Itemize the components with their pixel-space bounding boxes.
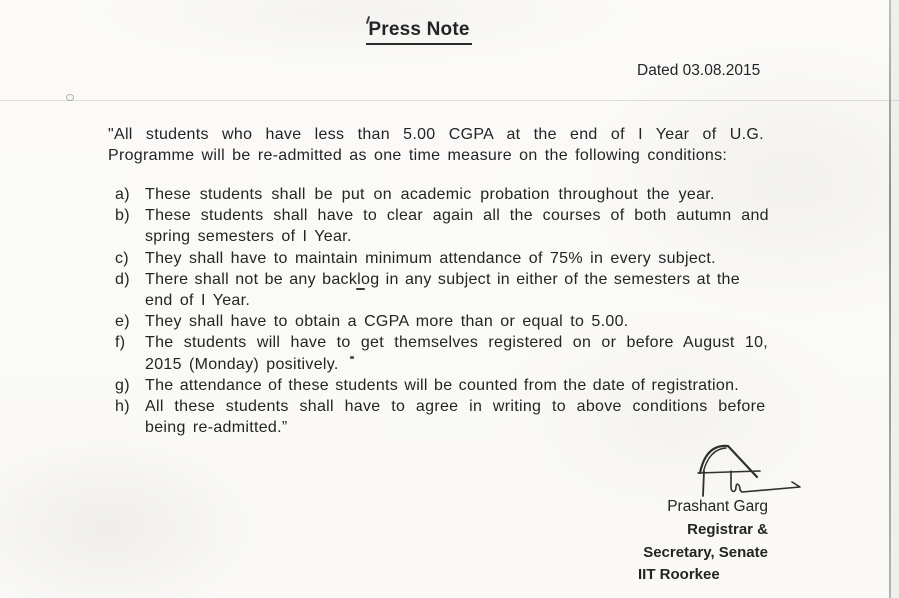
condition-line: These students shall be put on academic probation throughout the year.: [145, 186, 715, 203]
condition-line: being re-admitted.”: [145, 419, 288, 437]
condition-line: The attendance of these students will be counted from the date of registration.: [145, 376, 740, 394]
scan-edge-line: [889, 0, 891, 598]
signatory-designation: Registrar &: [687, 520, 768, 538]
scan-artifact-line: [0, 100, 899, 101]
intro-paragraph: [108, 124, 776, 166]
condition-marker: d): [115, 270, 130, 288]
condition-item-f: [115, 332, 795, 374]
condition-item-c: [115, 248, 795, 269]
date-line: Dated 03.08.2015: [637, 62, 761, 79]
conditions-list: [115, 184, 795, 438]
condition-marker: b): [115, 207, 130, 225]
signature-block: [638, 496, 768, 587]
condition-marker: f): [115, 334, 126, 352]
condition-line: The students will have to get themselves registered on or before August 10,: [145, 334, 769, 352]
condition-item-a: [115, 184, 795, 205]
scan-speck: [66, 94, 74, 101]
signatory-organization: IIT Roorkee: [638, 566, 720, 584]
condition-item-d: [115, 269, 795, 311]
condition-marker: c): [115, 249, 129, 267]
condition-line: spring semesters of I Year.: [145, 228, 352, 246]
condition-marker: e): [115, 313, 130, 331]
condition-line: end of I Year.: [145, 292, 251, 310]
signature-scribble: [686, 440, 808, 498]
intro-line: "All students who have less than 5.00 CGPA at the end of I Year of U.G.: [108, 126, 764, 143]
condition-line: 2015 (Monday) positively.: [145, 355, 339, 373]
condition-line: They shall have to obtain a CGPA more than or equal to 5.00.: [145, 313, 629, 331]
condition-item-g: [115, 375, 795, 396]
condition-marker: g): [115, 376, 130, 394]
condition-line: There shall not be any backlog in any subject in either of the semesters at the: [145, 270, 740, 288]
condition-line: They shall have to maintain minimum attendance of 75% in every subject.: [145, 249, 716, 267]
condition-line: All these students shall have to agree in writing to above conditions before: [145, 398, 766, 416]
condition-marker: a): [115, 186, 130, 203]
condition-item-e: [115, 311, 795, 332]
intro-line: Programme will be re-admitted as one time measure on the following conditions:: [108, 147, 728, 165]
condition-item-h: [115, 396, 795, 438]
condition-marker: h): [115, 398, 130, 416]
page-title: Press Note: [0, 19, 838, 45]
signatory-designation: Secretary, Senate: [643, 543, 768, 561]
condition-line: These students shall have to clear again all the courses of both autumn and: [145, 207, 769, 225]
signatory-name: Prashant Garg: [667, 498, 768, 515]
condition-item-b: [115, 205, 795, 247]
